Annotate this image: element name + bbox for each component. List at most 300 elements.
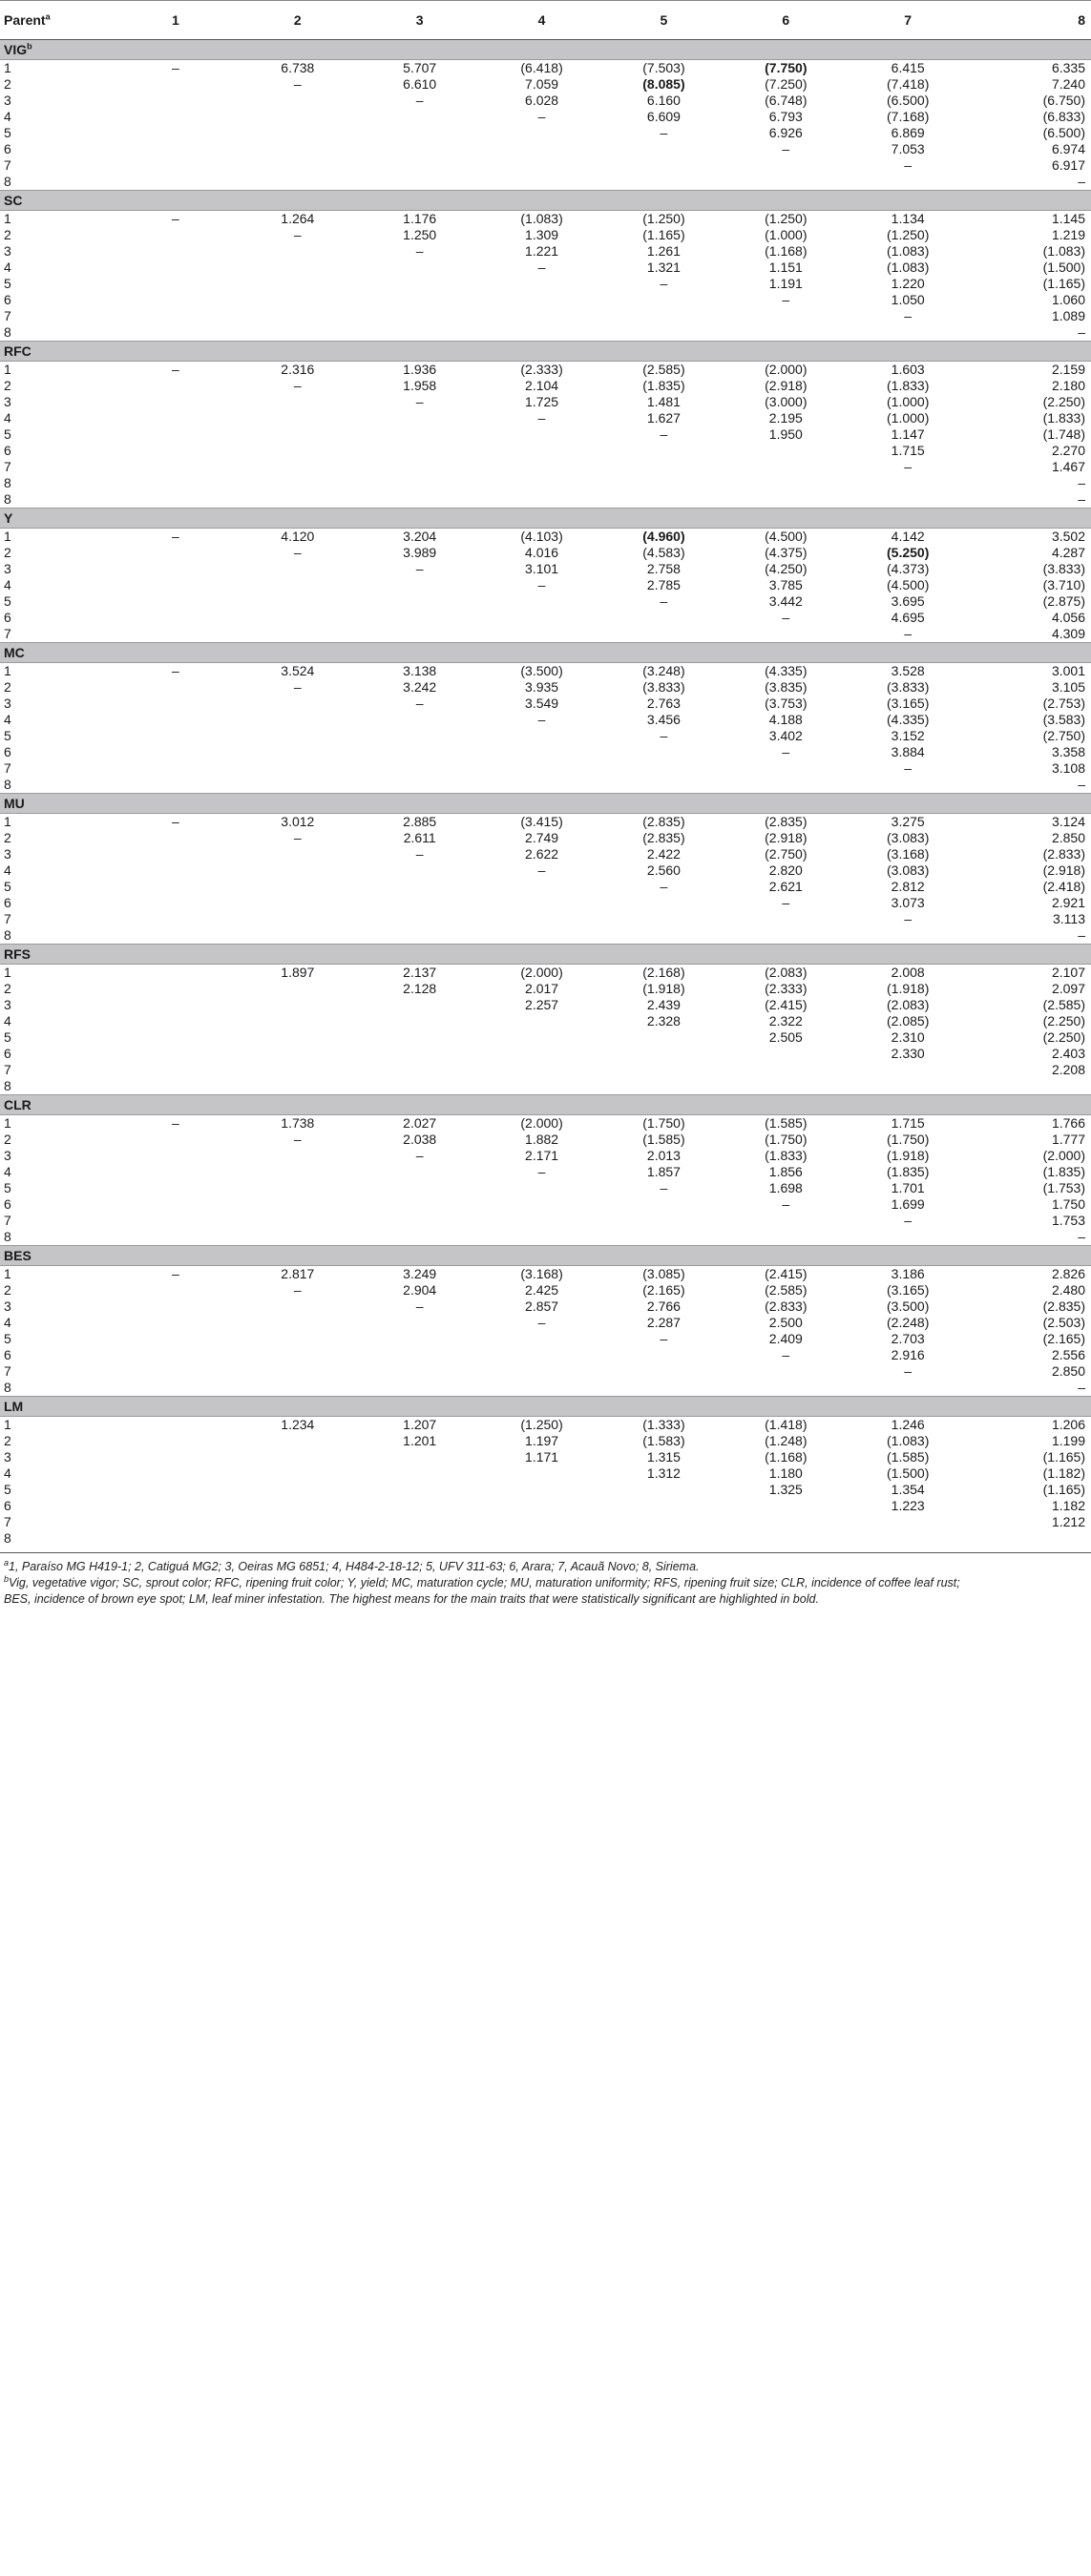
table-cell: – bbox=[293, 830, 302, 845]
row-label: 3 bbox=[4, 561, 11, 576]
row-label: 3 bbox=[4, 93, 11, 108]
table-cell bbox=[481, 744, 603, 760]
table-cell bbox=[359, 109, 481, 125]
table-cell: – bbox=[782, 895, 790, 910]
table-cell bbox=[237, 1164, 359, 1180]
table-cell bbox=[359, 1164, 481, 1180]
table-cell: (6.833) bbox=[1042, 109, 1085, 124]
table-cell bbox=[359, 1078, 481, 1095]
row-label: 1 bbox=[4, 814, 11, 829]
table-cell bbox=[237, 1062, 359, 1078]
table-cell: 2.171 bbox=[525, 1148, 559, 1163]
table-cell bbox=[359, 174, 481, 191]
table-cell bbox=[481, 1331, 603, 1347]
table-row bbox=[0, 981, 1091, 997]
table-cell: 6.028 bbox=[525, 93, 559, 108]
row-label: 2 bbox=[4, 1282, 11, 1298]
table-cell: 2.556 bbox=[1051, 1347, 1085, 1362]
table-cell: 6.738 bbox=[281, 60, 315, 75]
table-row bbox=[0, 760, 1091, 777]
table-cell bbox=[847, 777, 969, 794]
table-cell bbox=[481, 1062, 603, 1078]
table-cell bbox=[359, 1331, 481, 1347]
table-cell bbox=[115, 846, 237, 862]
table-cell bbox=[237, 292, 359, 308]
table-cell: 7.059 bbox=[525, 76, 559, 92]
table-cell: (1.748) bbox=[1042, 426, 1085, 442]
table-row bbox=[0, 1029, 1091, 1046]
table-cell: – bbox=[660, 728, 668, 743]
table-cell bbox=[115, 378, 237, 394]
table-row bbox=[0, 593, 1091, 610]
table-cell bbox=[115, 1530, 237, 1547]
table-cell: (7.168) bbox=[887, 109, 930, 124]
row-label: 7 bbox=[4, 1363, 11, 1379]
table-cell bbox=[847, 1062, 969, 1078]
table-cell: (3.710) bbox=[1042, 577, 1085, 592]
table-cell bbox=[359, 1046, 481, 1062]
table-row bbox=[0, 862, 1091, 879]
table-cell bbox=[603, 744, 725, 760]
table-cell bbox=[481, 1078, 603, 1095]
table-cell bbox=[115, 965, 237, 982]
table-cell bbox=[115, 1315, 237, 1331]
table-cell bbox=[115, 696, 237, 712]
row-label: 6 bbox=[4, 1498, 11, 1513]
table-cell: 3.402 bbox=[768, 728, 803, 743]
table-cell bbox=[481, 626, 603, 643]
table-row bbox=[0, 378, 1091, 394]
table-cell: – bbox=[415, 1298, 424, 1314]
table-cell bbox=[359, 491, 481, 509]
table-cell: 1.219 bbox=[1051, 227, 1085, 242]
table-row bbox=[0, 1180, 1091, 1196]
table-cell: 1.309 bbox=[525, 227, 559, 242]
table-cell: (1.500) bbox=[887, 1465, 930, 1481]
table-cell bbox=[237, 260, 359, 276]
table-cell: – bbox=[782, 141, 790, 156]
row-label: 7 bbox=[4, 626, 11, 641]
table-cell: 2.104 bbox=[525, 378, 559, 393]
row-label: 5 bbox=[4, 593, 11, 609]
table-cell: 2.885 bbox=[403, 814, 437, 829]
table-cell bbox=[359, 610, 481, 626]
table-cell bbox=[115, 577, 237, 593]
table-cell: (4.335) bbox=[887, 712, 930, 727]
table-cell: 1.627 bbox=[646, 410, 681, 426]
table-cell: 1.221 bbox=[525, 243, 559, 259]
table-cell bbox=[115, 459, 237, 475]
row-label: 5 bbox=[4, 1029, 11, 1045]
table-cell bbox=[481, 426, 603, 443]
table-cell: 2.128 bbox=[403, 981, 437, 996]
table-cell bbox=[481, 1530, 603, 1547]
section-label bbox=[0, 945, 1091, 965]
table-cell bbox=[847, 324, 969, 342]
table-row bbox=[0, 1315, 1091, 1331]
table-cell: (1.248) bbox=[765, 1433, 808, 1448]
table-cell: (3.083) bbox=[887, 862, 930, 878]
table-cell: 1.261 bbox=[646, 243, 681, 259]
table-cell: (2.835) bbox=[765, 814, 808, 829]
table-cell bbox=[115, 394, 237, 410]
table-cell: (4.500) bbox=[887, 577, 930, 592]
table-cell bbox=[237, 712, 359, 728]
table-cell bbox=[481, 927, 603, 945]
table-cell: (2.250) bbox=[1042, 394, 1085, 409]
table-cell: (2.585) bbox=[642, 362, 685, 377]
table-cell: 6.917 bbox=[1051, 157, 1085, 173]
section-row-vig bbox=[0, 40, 1091, 60]
table-cell bbox=[481, 1498, 603, 1514]
table-cell: 2.921 bbox=[1051, 895, 1085, 910]
table-row bbox=[0, 141, 1091, 157]
table-cell: (3.165) bbox=[887, 696, 930, 711]
table-row bbox=[0, 577, 1091, 593]
row-label: 6 bbox=[4, 1196, 11, 1212]
table-cell: 2.422 bbox=[646, 846, 681, 862]
table-cell: (1.918) bbox=[642, 981, 685, 996]
table-cell: 2.159 bbox=[1051, 362, 1085, 377]
table-cell: (3.835) bbox=[765, 679, 808, 695]
table-cell: 1.199 bbox=[1051, 1433, 1085, 1448]
row-label: 6 bbox=[4, 895, 11, 910]
row-label: 2 bbox=[4, 545, 11, 560]
row-label: 7 bbox=[4, 1062, 11, 1077]
table-cell: (1.000) bbox=[887, 410, 930, 426]
table-cell bbox=[603, 1029, 725, 1046]
table-cell bbox=[847, 475, 969, 491]
table-cell: 1.467 bbox=[1051, 459, 1085, 474]
table-row bbox=[0, 696, 1091, 712]
table-row bbox=[0, 324, 1091, 342]
row-label: 7 bbox=[4, 157, 11, 173]
row-label: 3 bbox=[4, 1449, 11, 1465]
table-cell: – bbox=[782, 1196, 790, 1212]
table-cell: 2.850 bbox=[1051, 1363, 1085, 1379]
table-cell: (6.418) bbox=[520, 60, 563, 75]
table-cell bbox=[481, 292, 603, 308]
row-label: 1 bbox=[4, 362, 11, 377]
table-cell: (2.248) bbox=[887, 1315, 930, 1330]
table-cell bbox=[481, 459, 603, 475]
table-cell: (1.165) bbox=[1042, 276, 1085, 291]
table-cell bbox=[481, 610, 603, 626]
table-cell bbox=[359, 1180, 481, 1196]
table-cell: (2.250) bbox=[1042, 1029, 1085, 1045]
table-cell bbox=[237, 491, 359, 509]
table-row bbox=[0, 679, 1091, 696]
table-cell bbox=[115, 1514, 237, 1530]
table-cell: – bbox=[660, 276, 668, 291]
col-header-4: 4 bbox=[481, 1, 603, 40]
table-row bbox=[0, 1449, 1091, 1465]
table-cell bbox=[237, 1298, 359, 1315]
table-cell bbox=[481, 1046, 603, 1062]
table-cell bbox=[359, 895, 481, 911]
table-cell: (2.250) bbox=[1042, 1013, 1085, 1028]
table-cell: (3.753) bbox=[765, 696, 808, 711]
table-cell bbox=[115, 679, 237, 696]
table-cell: 2.257 bbox=[525, 997, 559, 1012]
table-cell: 2.027 bbox=[403, 1115, 437, 1131]
table-cell bbox=[359, 1363, 481, 1380]
table-cell: 1.246 bbox=[891, 1417, 925, 1432]
table-cell: (2.750) bbox=[1042, 728, 1085, 743]
table-row bbox=[0, 1078, 1091, 1095]
table-cell bbox=[724, 491, 847, 509]
section-name: RFC bbox=[4, 343, 31, 359]
table-cell bbox=[237, 443, 359, 459]
table-cell: 6.609 bbox=[646, 109, 681, 124]
row-label: 1 bbox=[4, 1417, 11, 1432]
table-cell: 2.817 bbox=[281, 1266, 315, 1281]
table-cell bbox=[603, 443, 725, 459]
table-cell: (2.585) bbox=[1042, 997, 1085, 1012]
table-cell bbox=[115, 1046, 237, 1062]
table-row bbox=[0, 491, 1091, 509]
row-label: 8 bbox=[4, 927, 11, 943]
table-cell: (2.835) bbox=[642, 814, 685, 829]
table-row bbox=[0, 93, 1091, 109]
table-cell: – bbox=[537, 109, 546, 124]
table-cell: (2.835) bbox=[1042, 1298, 1085, 1314]
table-cell: 3.502 bbox=[1051, 529, 1085, 544]
table-cell: (3.415) bbox=[520, 814, 563, 829]
table-cell bbox=[847, 545, 969, 561]
table-cell: 6.160 bbox=[646, 93, 681, 108]
table-cell: 3.275 bbox=[891, 814, 925, 829]
table-cell: (3.583) bbox=[1042, 712, 1085, 727]
table-cell: 1.857 bbox=[646, 1164, 681, 1179]
table-cell: 2.826 bbox=[1051, 1266, 1085, 1281]
table-cell: 3.456 bbox=[646, 712, 681, 727]
col-header-8: 8 bbox=[969, 1, 1091, 40]
table-cell: 2.013 bbox=[646, 1148, 681, 1163]
table-cell bbox=[359, 760, 481, 777]
table-row bbox=[0, 997, 1091, 1013]
table-cell bbox=[969, 1078, 1091, 1095]
table-cell bbox=[847, 1078, 969, 1095]
table-cell: (2.835) bbox=[642, 830, 685, 845]
table-cell: (2.503) bbox=[1042, 1315, 1085, 1330]
table-cell: 6.793 bbox=[768, 109, 803, 124]
table-cell bbox=[115, 593, 237, 610]
table-cell: (4.375) bbox=[765, 545, 808, 560]
table-cell: – bbox=[293, 545, 302, 560]
table-cell: 2.758 bbox=[646, 561, 681, 576]
table-cell: 1.151 bbox=[768, 260, 803, 275]
table-cell: – bbox=[537, 1315, 546, 1330]
table-cell bbox=[724, 1530, 847, 1547]
table-cell bbox=[847, 174, 969, 191]
table-cell bbox=[359, 927, 481, 945]
table-cell: 3.101 bbox=[525, 561, 559, 576]
table-cell: (1.585) bbox=[887, 1449, 930, 1465]
table-cell bbox=[115, 157, 237, 174]
table-cell: 3.884 bbox=[891, 744, 925, 759]
table-cell: (1.250) bbox=[520, 1417, 563, 1432]
table-cell bbox=[724, 60, 847, 77]
table-cell: 3.249 bbox=[403, 1266, 437, 1281]
table-cell: – bbox=[172, 1266, 179, 1281]
table-cell bbox=[481, 324, 603, 342]
table-cell: (4.250) bbox=[765, 561, 808, 576]
table-cell bbox=[115, 1363, 237, 1380]
table-cell: (1.000) bbox=[887, 394, 930, 409]
table-row bbox=[0, 744, 1091, 760]
table-cell: 4.287 bbox=[1051, 545, 1085, 560]
table-cell bbox=[115, 1380, 237, 1397]
table-row bbox=[0, 1514, 1091, 1530]
row-label: 5 bbox=[4, 125, 11, 140]
table-cell: – bbox=[782, 744, 790, 759]
table-body bbox=[0, 40, 1091, 1548]
table-cell: (1.250) bbox=[887, 227, 930, 242]
table-cell bbox=[481, 125, 603, 141]
table-cell: 1.050 bbox=[891, 292, 925, 307]
table-cell: 1.264 bbox=[281, 211, 315, 226]
row-label: 3 bbox=[4, 243, 11, 259]
section-label bbox=[0, 1397, 1091, 1417]
row-label: 8 bbox=[4, 174, 11, 189]
row-label: 1 bbox=[4, 60, 11, 75]
table-cell bbox=[115, 93, 237, 109]
row-label: 7 bbox=[4, 760, 11, 776]
table-cell: – bbox=[904, 1363, 913, 1379]
table-cell bbox=[481, 308, 603, 324]
row-label: 4 bbox=[4, 1315, 11, 1330]
table-cell: 2.622 bbox=[525, 846, 559, 862]
table-cell: 1.325 bbox=[768, 1482, 803, 1497]
section-label bbox=[0, 1095, 1091, 1115]
table-cell: 1.777 bbox=[1051, 1132, 1085, 1147]
table-cell: 1.060 bbox=[1051, 292, 1085, 307]
table-cell: – bbox=[660, 426, 668, 442]
table-row bbox=[0, 394, 1091, 410]
table-cell: 2.857 bbox=[525, 1298, 559, 1314]
table-cell: (1.585) bbox=[642, 1132, 685, 1147]
table-cell: – bbox=[904, 626, 913, 641]
table-cell: 4.056 bbox=[1051, 610, 1085, 625]
table-cell: 3.001 bbox=[1051, 663, 1085, 678]
table-cell bbox=[359, 626, 481, 643]
table-row bbox=[0, 1465, 1091, 1482]
table-cell: (1.750) bbox=[765, 1132, 808, 1147]
section-row-mc bbox=[0, 643, 1091, 663]
table-cell bbox=[237, 410, 359, 426]
table-cell bbox=[237, 1013, 359, 1029]
table-cell bbox=[237, 561, 359, 577]
footnote-b: $^b$Vig, vegetative vigor; SC, sprout color; RFC, ripening fruit color; Y, yield; MC, maturation cycle; MU, maturation uniformity; RFS, ripening fruit size; CLR, incidence of coffee leaf rust; bbox=[4, 1573, 960, 1589]
table-cell: (2.833) bbox=[765, 1298, 808, 1314]
table-cell bbox=[237, 626, 359, 643]
table-cell: – bbox=[1078, 927, 1085, 943]
col-header-3: 3 bbox=[359, 1, 481, 40]
table-cell: – bbox=[415, 846, 424, 862]
table-cell bbox=[724, 174, 847, 191]
table-cell bbox=[603, 610, 725, 626]
table-cell bbox=[237, 1514, 359, 1530]
table-cell bbox=[115, 1282, 237, 1298]
table-cell bbox=[115, 927, 237, 945]
section-name: Y bbox=[4, 509, 13, 526]
table-row bbox=[0, 1331, 1091, 1347]
table-cell: (1.250) bbox=[642, 211, 685, 226]
table-cell bbox=[115, 1465, 237, 1482]
row-label: 2 bbox=[4, 679, 11, 695]
table-cell bbox=[603, 777, 725, 794]
table-cell: – bbox=[537, 1164, 546, 1179]
row-label: 2 bbox=[4, 378, 11, 393]
table-row bbox=[0, 846, 1091, 862]
section-label bbox=[0, 794, 1091, 814]
table-cell bbox=[847, 1229, 969, 1246]
table-cell bbox=[115, 712, 237, 728]
table-cell bbox=[115, 324, 237, 342]
section-footnote-mark: b bbox=[27, 40, 32, 51]
table-cell bbox=[115, 1298, 237, 1315]
table-cell: 1.147 bbox=[891, 426, 925, 442]
col-header-6: 6 bbox=[724, 1, 847, 40]
table-cell: 1.182 bbox=[1051, 1498, 1085, 1513]
table-cell: 1.715 bbox=[891, 443, 925, 458]
table-cell bbox=[481, 443, 603, 459]
table-cell bbox=[724, 324, 847, 342]
section-name: LM bbox=[4, 1398, 24, 1414]
table-cell bbox=[115, 610, 237, 626]
table-cell bbox=[603, 1229, 725, 1246]
table-cell bbox=[481, 1465, 603, 1482]
table-cell bbox=[115, 879, 237, 895]
table-cell bbox=[359, 459, 481, 475]
table-cell bbox=[359, 475, 481, 491]
row-label: 1 bbox=[4, 1115, 11, 1131]
parent-header: Parent$^a$ bbox=[0, 1, 115, 40]
table-cell bbox=[115, 830, 237, 846]
table-cell: (7.418) bbox=[887, 76, 930, 92]
table-cell bbox=[237, 862, 359, 879]
table-row bbox=[0, 125, 1091, 141]
table-cell bbox=[724, 308, 847, 324]
row-label: 4 bbox=[4, 109, 11, 124]
table-cell bbox=[724, 1062, 847, 1078]
row-label: 1 bbox=[4, 529, 11, 544]
table-row bbox=[0, 814, 1091, 831]
table-cell: (1.083) bbox=[887, 1433, 930, 1448]
row-label: 8 bbox=[4, 1078, 11, 1093]
table-cell: (2.000) bbox=[765, 362, 808, 377]
table-cell bbox=[359, 1315, 481, 1331]
row-label: 8 bbox=[4, 1530, 11, 1546]
table-cell: – bbox=[415, 93, 424, 108]
table-cell bbox=[359, 308, 481, 324]
row-label: 7 bbox=[4, 308, 11, 323]
row-label: 3 bbox=[4, 1148, 11, 1163]
table-row bbox=[0, 1363, 1091, 1380]
table-row bbox=[0, 1062, 1091, 1078]
table-cell bbox=[481, 1514, 603, 1530]
table-cell: (1.750) bbox=[642, 1115, 685, 1131]
table-cell bbox=[237, 1229, 359, 1246]
table-cell bbox=[603, 1498, 725, 1514]
table-cell: (1.165) bbox=[1042, 1482, 1085, 1497]
table-cell bbox=[359, 1196, 481, 1213]
table-cell: (2.085) bbox=[887, 1013, 930, 1028]
table-cell bbox=[359, 862, 481, 879]
table-row bbox=[0, 1482, 1091, 1498]
table-cell: – bbox=[904, 911, 913, 926]
